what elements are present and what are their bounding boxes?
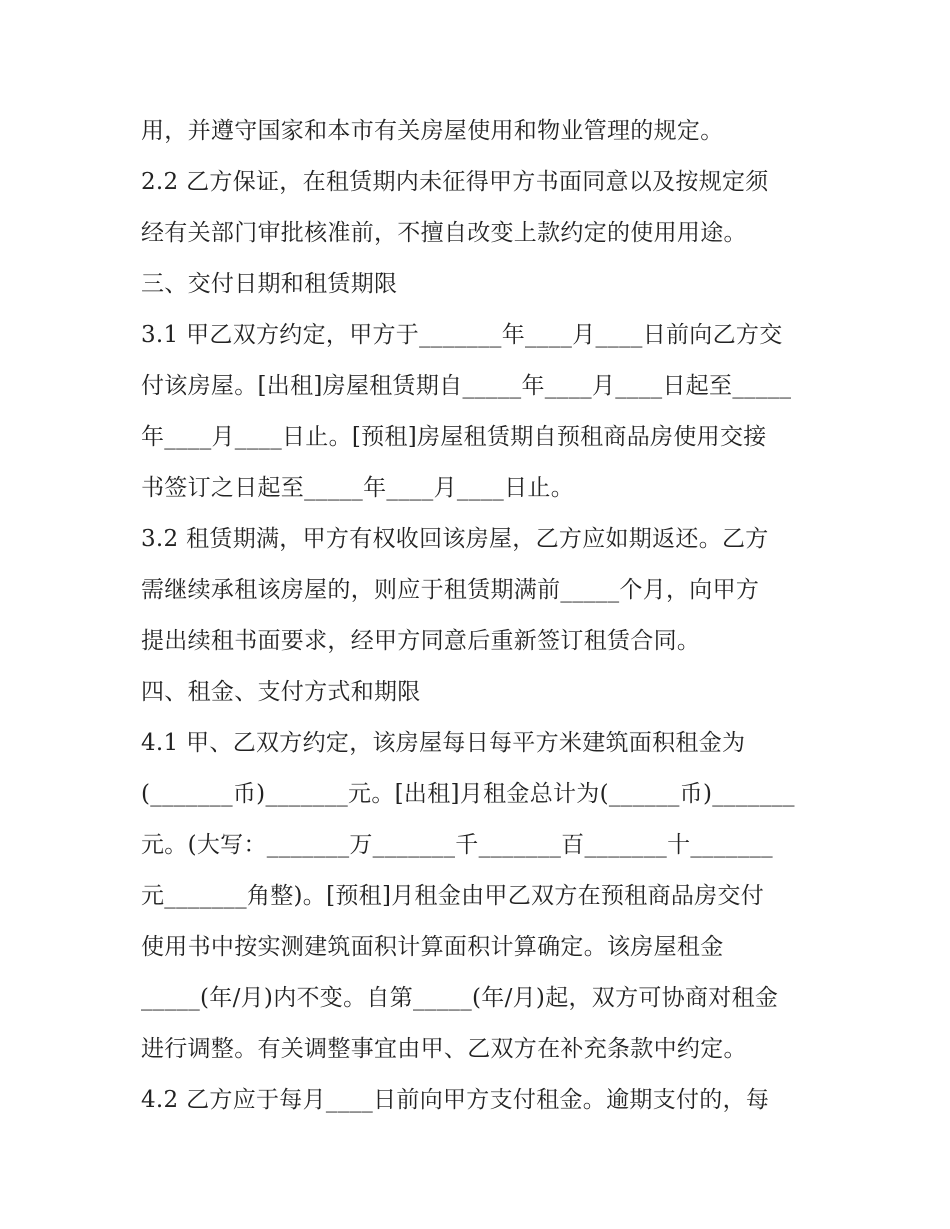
text-line: 年____月____日止。[预租]房屋租赁期自预租商品房使用交接 [141, 424, 767, 450]
text-line: 3.1 甲乙双方约定，甲方于_______年____月____日前向乙方交 [141, 322, 783, 348]
text-line: 付该房屋。[出租]房屋租赁期自_____年____月____日起至_____ [141, 373, 792, 399]
text-line: 需继续承租该房屋的，则应于租赁期满前_____个月，向甲方 [141, 577, 760, 603]
text-line: 用，并遵守国家和本市有关房屋使用和物业管理的规定。 [141, 118, 724, 144]
section-heading: 四、租金、支付方式和期限 [141, 679, 421, 705]
text-line: _____(年/月)内不变。自第_____(年/月)起，双方可协商对租金 [141, 985, 779, 1011]
section-heading: 三、交付日期和租赁期限 [141, 271, 398, 297]
text-line: 元_______角整)。[预租]月租金由甲乙双方在预租商品房交付 [141, 883, 765, 909]
text-line: 进行调整。有关调整事宜由甲、乙双方在补充条款中约定。 [141, 1036, 747, 1062]
text-line: (_______币)_______元。[出租]月租金总计为(______币)_______ [141, 781, 795, 807]
text-line: 4.2 乙方应于每月____日前向甲方支付租金。逾期支付的，每 [141, 1087, 770, 1113]
text-line: 2.2 乙方保证，在租赁期内未征得甲方书面同意以及按规定须 [141, 169, 769, 195]
text-line: 元。(大写：_______万_______千_______百_______十_______ [141, 832, 773, 858]
text-line: 书签订之日起至_____年____月____日止。 [141, 475, 574, 501]
text-line: 经有关部门审批核准前，不擅自改变上款约定的使用用途。 [141, 220, 747, 246]
text-line: 使用书中按实测建筑面积计算面积计算确定。该房屋租金 [141, 934, 724, 960]
text-line: 4.1 甲、乙双方约定，该房屋每日每平方米建筑面积租金为 [141, 730, 746, 756]
text-line: 3.2 租赁期满，甲方有权收回该房屋，乙方应如期返还。乙方 [141, 526, 769, 552]
text-line: 提出续租书面要求，经甲方同意后重新签订租赁合同。 [141, 628, 701, 654]
document-body [141, 106, 821, 1126]
